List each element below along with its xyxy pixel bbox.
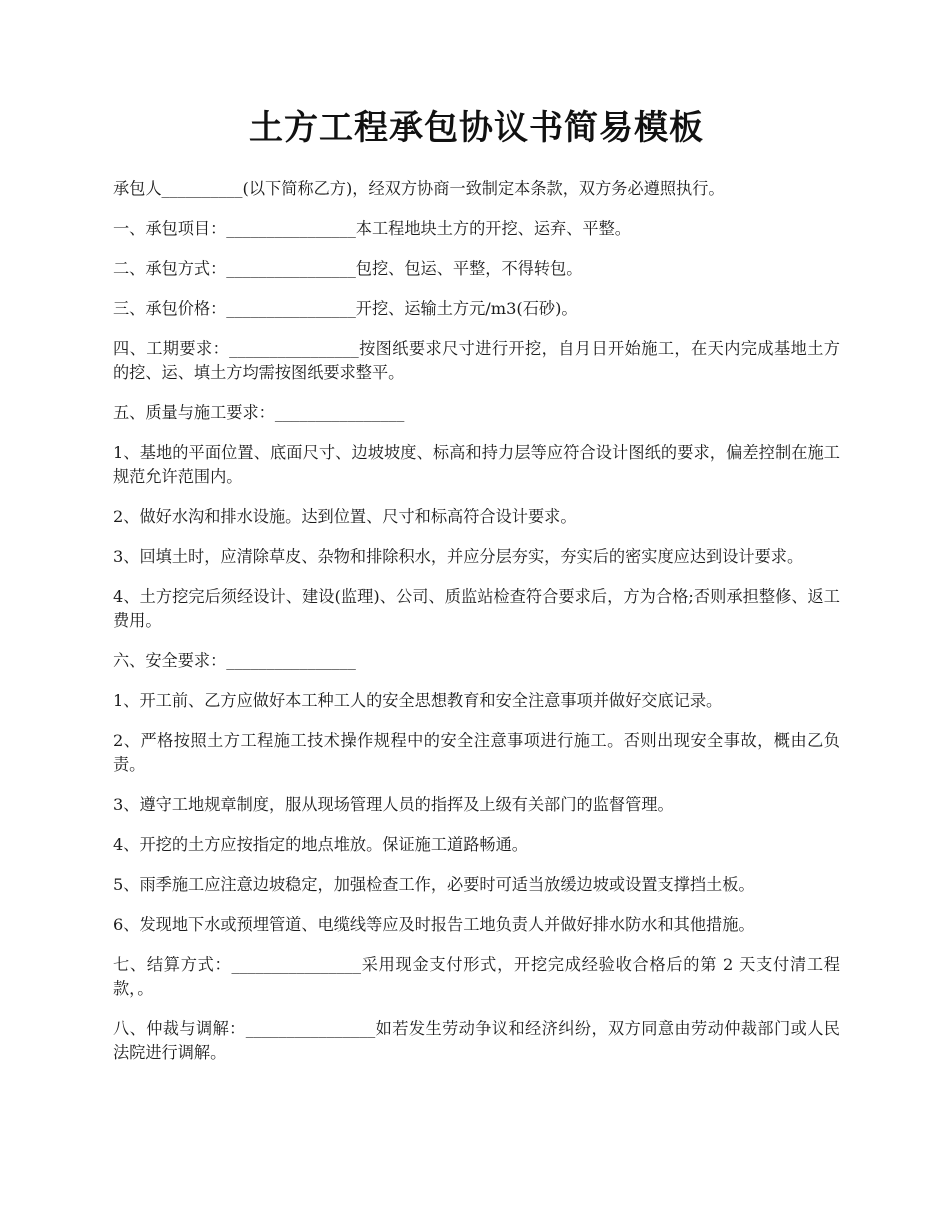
quality-item-4: 4、土方挖完后须经设计、建设(监理)、公司、质监站检查符合要求后，方为合格;否则承担整修、返工费用。 — [113, 586, 840, 630]
safety-item-6: 6、发现地下水或预埋管道、电缆线等应及时报告工地负责人并做好排水防水和其他措施。 — [113, 914, 755, 934]
clause-arbitration: 八、仲裁与调解：________________如若发生劳动争议和经济纠纷，双方同意由劳动仲裁部门或人民法院进行调解。 — [113, 1018, 840, 1062]
quality-item-1: 1、基地的平面位置、底面尺寸、边坡坡度、标高和持力层等应符合设计图纸的要求，偏差控制在施工规范允许范围内。 — [113, 442, 840, 486]
clause-quality: 五、质量与施工要求：________________ — [113, 402, 405, 422]
intro-paragraph: 承包人__________(以下简称乙方)，经双方协商一致制定本条款，双方务必遵照执行。 — [113, 178, 725, 198]
clause-method: 二、承包方式：________________包挖、包运、平整，不得转包。 — [113, 258, 583, 278]
document-page — [113, 108, 840, 1081]
document-title: 土方工程承包协议书简易模板 — [249, 108, 704, 148]
clause-price: 三、承包价格：________________开挖、运输土方元/m3(石砂)。 — [113, 298, 578, 318]
safety-item-5: 5、雨季施工应注意边坡稳定，加强检查工作，必要时可适当放缓边坡或设置支撑挡土板。 — [113, 874, 755, 894]
quality-item-3: 3、回填土时，应清除草皮、杂物和排除积水，并应分层夯实，夯实后的密实度应达到设计要求。 — [113, 546, 804, 566]
clause-schedule: 四、工期要求：________________按图纸要求尺寸进行开挖，自月日开始施工，在天内完成基地土方的挖、运、填土方均需按图纸要求整平。 — [113, 338, 840, 382]
safety-item-1: 1、开工前、乙方应做好本工种工人的安全思想教育和安全注意事项并做好交底记录。 — [113, 690, 723, 710]
safety-item-4: 4、开挖的土方应按指定的地点堆放。保证施工道路畅通。 — [113, 834, 528, 854]
quality-item-2: 2、做好水沟和排水设施。达到位置、尺寸和标高符合设计要求。 — [113, 506, 577, 526]
clause-safety: 六、安全要求：________________ — [113, 650, 356, 670]
clause-settlement: 七、结算方式：________________采用现金支付形式，开挖完成经验收合格后的第 2 天支付清工程款，。 — [113, 954, 840, 998]
safety-item-3: 3、遵守工地规章制度，服从现场管理人员的指挥及上级有关部门的监督管理。 — [113, 794, 674, 814]
safety-item-2: 2、严格按照土方工程施工技术操作规程中的安全注意事项进行施工。否则出现安全事故，概由乙负责。 — [113, 730, 840, 774]
clause-project: 一、承包项目：________________本工程地块土方的开挖、运弃、平整。 — [113, 218, 631, 238]
